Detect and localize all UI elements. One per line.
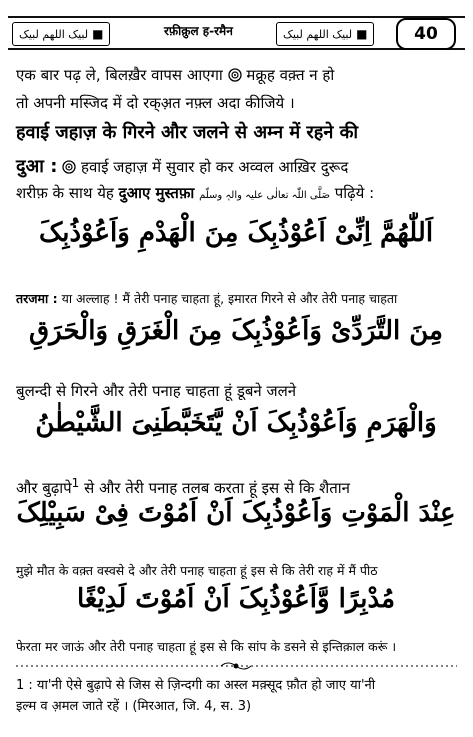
dua-arabic-line-4: عِنْدَ الْمَوْتِ وَاَعُوْذُبِکَ اَنْ اَمُوْتَ فِیْ سَبِیْلِکَ <box>16 498 456 528</box>
rose-icon <box>62 160 76 174</box>
intro-line-1 <box>16 64 458 86</box>
section-heading: हवाई जहाज़ के गिरने और जलने से अम्न में रहने की <box>16 122 359 143</box>
translation-line-4: मुझे मौत के वक़्त वस्वसे दे और तेरी पनाह चाहता हूं इस से कि तेरी राह में मैं पीठ <box>16 563 378 578</box>
section-line-2-text: हवाई जहाज़ में सुवार हो कर अव्वल आख़िर दुरूद <box>80 158 349 176</box>
header-inner <box>8 20 465 46</box>
translation-line-2: बुलन्दी से गिरने और तेरी पनाह चाहता हूं डूबने जलने <box>16 382 297 400</box>
kaaba-icon: ■ <box>356 27 368 41</box>
intro-line-1-part-1: एक बार पढ़ ले, बिलख़ैर वापस आएगा <box>16 66 223 84</box>
footnote-marker: 1 <box>71 476 80 490</box>
header-banner-right-text: لبیک اللھم لبیک <box>283 27 353 41</box>
dua-arabic-line-2: مِنَ التَّرَدِّیْ وَاَعُوْذُبِکَ مِنَ الْغَرَقِ وَالْحَرَقِ <box>29 316 443 346</box>
translation-line-3 <box>16 472 458 499</box>
page-header <box>8 16 465 50</box>
header-top-rule <box>8 16 465 18</box>
translation-label: तरजमा : <box>16 291 58 306</box>
translation-line-3-part-1: और बुढ़ापे <box>16 479 72 497</box>
footnote-separator <box>16 660 457 672</box>
header-bottom-rule <box>8 48 465 50</box>
intro-line-1-part-2: मक्रूह वक़्त न हो <box>246 66 335 84</box>
translation-line-5: फेरता मर जाऊं और तेरी पनाह चाहता हूं इस से कि सांप के डसने से इन्तिक़ाल करूं । <box>16 639 397 654</box>
header-banner-left <box>12 22 110 46</box>
dua-arabic-line-3: وَالْھَرَمِ وَاَعُوْذُبِکَ اَنْ یَّتَخَبَّطَنِیَ الشَّیْطٰنُ <box>35 408 437 438</box>
kaaba-icon: ■ <box>92 27 104 41</box>
section-line-3 <box>16 182 458 207</box>
translation-line-1 <box>16 290 458 308</box>
page-number: 40 <box>396 18 456 50</box>
dua-arabic-line-1: اَللّٰھُمَّ اِنِّیْ اَعُوْذُبِکَ مِنَ الْھَدْمِ وَاَعُوْذُبِکَ <box>38 218 434 248</box>
dua-e-mustafa: दुआए मुस्तफ़ा <box>118 184 195 202</box>
section-line-2 <box>16 156 458 178</box>
translation-line-1-text: या अल्लाह ! मैं तेरी पनाह चाहता हूं, इमारत गिरने से और तेरी पनाह चाहता <box>61 291 398 306</box>
dua-label: दुआ : <box>16 156 58 177</box>
dua-arabic-line-5: مُدْبِرًا وَّاَعُوْذُبِکَ اَنْ اَمُوْتَ لَدِیْغًا <box>76 584 396 614</box>
intro-line-2: तो अपनी मस्जिद में दो रक्अ़त नफ़्ल अदा कीजिये । <box>16 94 295 112</box>
header-title: रफ़ीक़ुल ह-रमैन <box>164 24 233 38</box>
section-line-3-part-1: शरीफ़ के साथ येह <box>16 184 114 202</box>
salutation-arabic: صَلَّی اللّٰہ تعالٰی علیہ والہٖ وسلّم <box>199 190 330 201</box>
rose-icon <box>228 68 242 82</box>
header-banner-right <box>276 22 374 46</box>
section-line-3-end: पढ़िये : <box>334 184 375 202</box>
translation-line-3-part-2: से और तेरी पनाह तलब करता हूं इस से कि शैतान <box>79 479 350 497</box>
footnote-line-2: इल्म व अ़मल जाते रहें । (मिरआत, जि. 4, स. 3) <box>16 699 252 714</box>
header-banner-left-text: لبیک اللھم لبیک <box>19 27 89 41</box>
footnote-line-1: 1 : या'नी ऐसे बुढ़ापे से जिस से ज़िन्दगी का अस्ल मक़्सूद फ़ौत हो जाए या'नी <box>16 678 376 693</box>
